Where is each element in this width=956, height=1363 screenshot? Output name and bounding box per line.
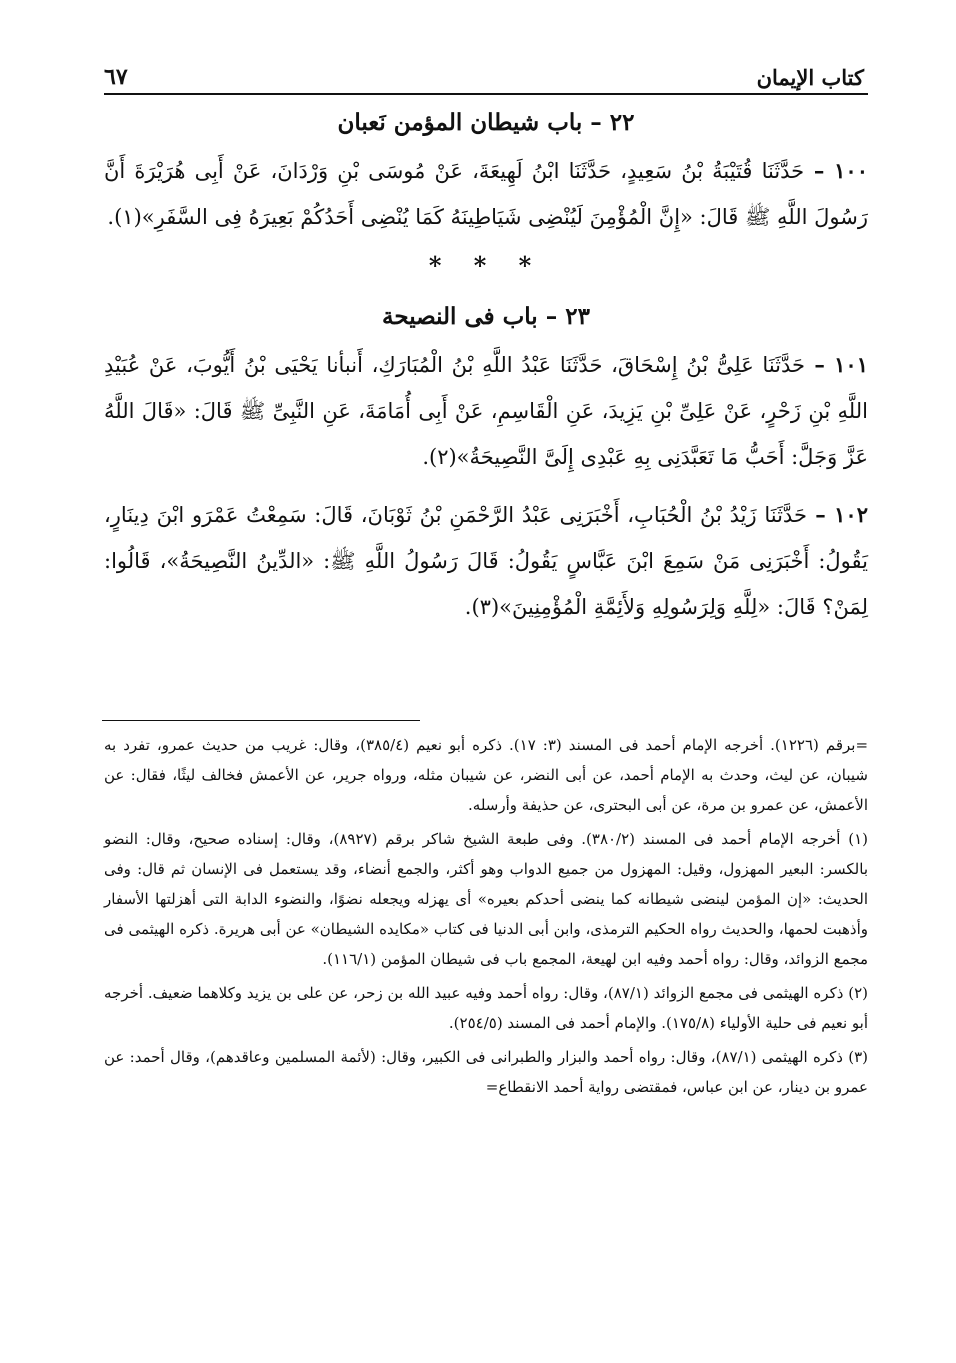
hadith-102-number: ١٠٢ –	[806, 502, 868, 527]
page-number: ٦٧	[104, 64, 128, 90]
footnote-rule	[102, 720, 420, 721]
section-separator: * * *	[428, 251, 544, 280]
hadith-100-text: حَدَّثَنَا قُتَيْبَةُ بْنُ سَعِيدٍ، حَدَّثَنَا ابْنُ لَهِيعَةَ، عَنْ مُوسَى بْنِ وَرْدَانَ، عَنْ أَبِى هُرَيْرَةَ أَنَّ رَسُولَ اللَّهِ ﷺ قَالَ: «إِنَّ الْمُؤْمِنَ لَيُنْضِى شَيَاطِينَهُ كَمَا يُنْضِى أَحَدُكُمْ بَعِيرَهُ فِى السَّفَرِ»(١).	[104, 159, 868, 229]
hadith-102-text: حَدَّثَنَا زَيْدُ بْنُ الْحُبَابِ، أَخْبَرَنِى عَبْدُ الرَّحْمَنِ بْنُ ثَوْبَانَ، قَالَ: سَمِعْتُ عَمْرَو ابْنَ دِينَارٍ، يَقُولُ: أَخْبَرَنِى مَنْ سَمِعَ ابْنَ عَبَّاسٍ يَقُولُ: قَالَ رَسُولُ اللَّهِ ﷺ: «الدِّينُ النَّصِيحَةُ»، قَالُوا: لِمَنْ؟ قَالَ: «لِلَّهِ وَلِرَسُولِهِ وَلأَئِمَّةِ الْمُؤْمِنِينَ»(٣).	[104, 503, 868, 619]
hadith-102	[104, 492, 868, 630]
paragraph-gap	[104, 480, 868, 492]
chapter-22-title: ٢٢ – باب شيطان المؤمن نَعبان	[337, 109, 635, 136]
footnote-1: (١) أخرجه الإمام أحمد فى المسند (٣٨٠/٢). وفى طبعة الشيخ شاكر برقم (٨٩٢٧)، وقال: إسناده صحيح، وقال: النضو بالكسر: البعير المهزول، وقيل: المهزول من جميع الدواب وهو أكثر، والجمع أنضاء، وقد يستعمل فى الإنسان ثم قال: وفى الحديث: «إن المؤمن لينضى شيطانه كما ينضى أحدكم بعيره» أى يهزله ويجعله نضوًا، والنضوء الدابة التى أهزلتها الأسفار وأذهبت لحمها، والحديث رواه الحكيم الترمذى، وابن أبى الدنيا فى كتاب «مكايده الشيطان» عن أبى هريرة. ذكره الهيثمى فى مجمع الزوائد، وقال: رواه أحمد وفيه ابن لهيعة، المجمع باب فى شيطان المؤمن (١١٦/١).	[104, 830, 868, 968]
running-header	[104, 50, 864, 90]
footnotes	[104, 730, 868, 1106]
running-title: كتاب الإيمان	[756, 65, 864, 90]
hadith-101-number: ١٠١ –	[805, 352, 868, 377]
footnote-3: (٣) ذكره الهيثمى (٨٧/١)، وقال: رواه أحمد والبزار والطبرانى فى الكبير، وقال: (لأئمة المسلمين وعاقدهم)، وقال أحمد: عن عمرو بن دينار، عن ابن عباس، فمقتضى رواية أحمد الانقطاع=	[104, 1048, 868, 1096]
hadith-101	[104, 342, 868, 480]
hadith-101-text: حَدَّثَنَا عَلِىُّ بْنُ إِسْحَاقَ، حَدَّثَنَا عَبْدُ اللَّهِ بْنُ الْمُبَارَكِ، أَنبأنا يَحْيَى بْنُ أَيُّوبَ، عَنْ عُبَيْدِ اللَّهِ بْنِ زَحْرٍ، عَنْ عَلِىِّ بْنِ يَزِيدَ، عَنِ الْقَاسِمِ، عَنْ أَبِى أُمَامَةَ، عَنِ النَّبِىِّ ﷺ قَالَ: «قَالَ اللَّهُ عَزَّ وَجَلَّ: أَحَبُّ مَا تَعَبَّدَنِى بِهِ عَبْدِى إِلَىَّ النَّصِيحَةُ»(٢).	[104, 353, 868, 469]
hadith-100	[104, 148, 868, 240]
main-text	[104, 98, 868, 630]
header-rule	[104, 93, 868, 95]
hadith-100-number: ١٠٠ –	[804, 158, 868, 183]
footnote-2: (٢) ذكره الهيثمى فى مجمع الزوائد (٨٧/١)، وقال: رواه أحمد وفيه عبيد الله بن زحر، عن على بن يزيد وكلاهما ضعيف. أخرجه أبو نعيم فى حلية الأولياء (١٧٥/٨). والإمام أحمد فى المسند (٢٥٤/٥).	[104, 984, 868, 1032]
footnote-continuation: =برقم (١٢٢٦). أخرجه الإمام أحمد فى المسند (٣: ١٧). ذكره أبو نعيم (٣٨٥/٤)، وقال: غريب من حديث عمرو، تفرد به شيبان، عن ليث، وحدث به الإمام أحمد، عن أبى النضر، عن شيبان مثله، ورواه جرير، عن الأعمش فخالف ليثًا، فقال: عن الأعمش، عن عمرو بن مرة، عن أبى البحترى، عن حذيفة وأرسله.	[104, 736, 869, 814]
chapter-23-title: ٢٣ – باب فى النصيحة	[382, 303, 590, 330]
